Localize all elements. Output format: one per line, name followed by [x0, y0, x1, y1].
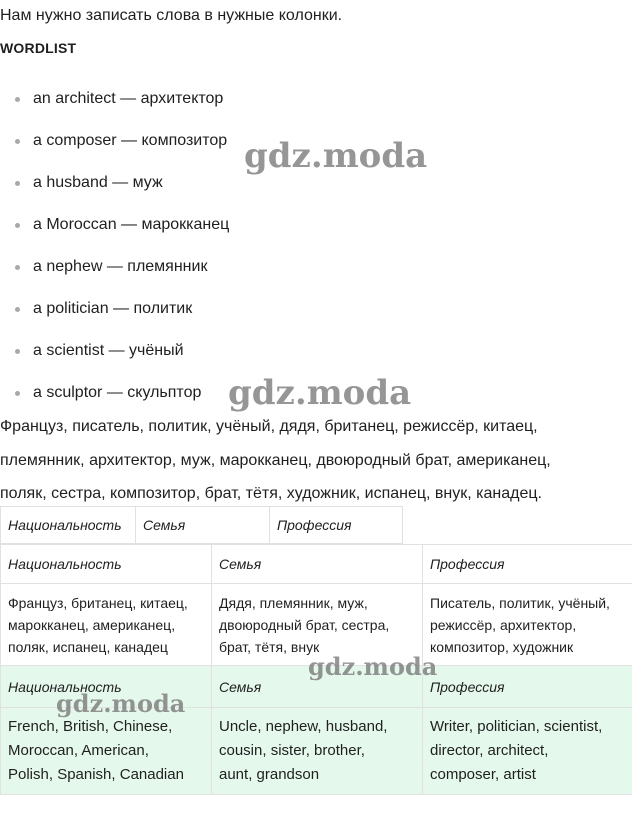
table-cell: Дядя, племянник, муж, двоюродный брат, сестра, брат, тётя, внук: [212, 584, 423, 666]
table-header-cell: Национальность: [1, 545, 212, 584]
list-item: a husband — муж: [0, 162, 229, 204]
table-cell: Француз, британец, китаец, марокканец, американец, поляк, испанец, канадец: [1, 584, 212, 666]
watermark: gdz.moda: [228, 373, 412, 413]
paragraph-line: Француз, писатель, политик, учёный, дядя, британец, режиссёр, китаец,: [0, 418, 538, 435]
bullet-icon: [15, 265, 20, 270]
table-header-cell: Профессия: [423, 545, 632, 584]
paragraph-line: поляк, сестра, композитор, брат, тётя, художник, испанец, внук, канадец.: [0, 485, 542, 502]
table-cell: French, British, Chinese, Moroccan, American, Polish, Spanish, Canadian: [1, 708, 212, 795]
bullet-icon: [15, 181, 20, 186]
bullet-icon: [15, 349, 20, 354]
list-item: an architect — архитектор: [0, 78, 229, 120]
bullet-icon: [15, 391, 20, 396]
bullet-icon: [15, 223, 20, 228]
table-cell: Писатель, политик, учёный, режиссёр, архитектор, композитор, художник: [423, 584, 632, 666]
list-item: a politician — политик: [0, 288, 229, 330]
list-item: a nephew — племянник: [0, 246, 229, 288]
list-item: a composer — композитор: [0, 120, 229, 162]
watermark: gdz.moda: [56, 689, 186, 718]
table-cell: Writer, politician, scientist, director, architect, composer, artist: [423, 708, 632, 795]
table-header-row: [1, 545, 632, 584]
table-cell: Семья: [136, 507, 270, 544]
wordlist: [0, 78, 229, 414]
paragraph-line: племянник, архитектор, муж, марокканец, двоюродный брат, американец,: [0, 451, 551, 469]
watermark: gdz.moda: [308, 652, 438, 681]
table-header-cell: Семья: [212, 666, 423, 708]
bullet-icon: [15, 97, 20, 102]
small-header-table: [0, 506, 403, 544]
list-item: a Moroccan — марокканец: [0, 204, 229, 246]
intro-text: Нам нужно записать слова в нужные колонки.: [0, 7, 343, 24]
table-header-cell: Национальность: [1, 666, 212, 708]
watermark: gdz.moda: [244, 136, 428, 176]
table-cell: Профессия: [270, 507, 403, 544]
bullet-icon: [15, 139, 20, 144]
table-header-cell: Семья: [212, 545, 423, 584]
table-cell: Национальность: [1, 507, 136, 544]
word-paragraph: [0, 410, 632, 511]
table-cell: Uncle, nephew, husband, cousin, sister, brother, aunt, grandson: [212, 708, 423, 795]
table-header-cell: Профессия: [423, 666, 632, 708]
wordlist-title: WORDLIST: [0, 40, 77, 56]
list-item: a scientist — учёный: [0, 330, 229, 372]
bullet-icon: [15, 307, 20, 312]
list-item: a sculptor — скульптор: [0, 372, 229, 414]
table-row: [1, 708, 632, 795]
